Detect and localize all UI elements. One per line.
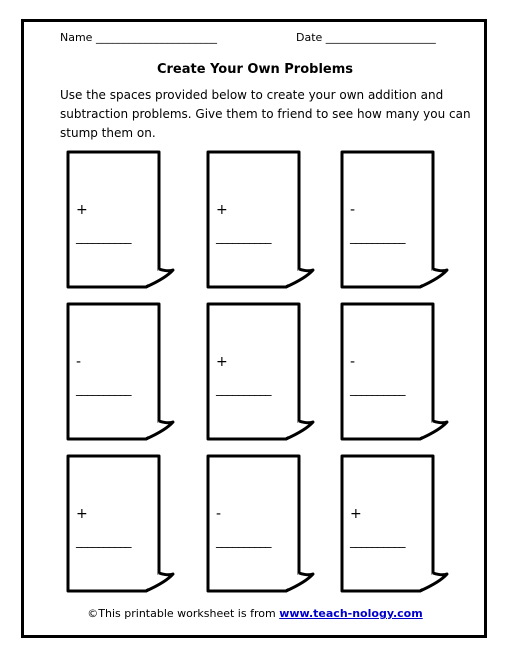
operator-sign: + (350, 506, 362, 522)
operator-sign: - (350, 354, 356, 370)
page-curl-card-icon (206, 302, 320, 442)
operator-sign: + (76, 202, 88, 218)
problem-card-9 (340, 454, 454, 594)
website-link[interactable]: www.teach-nology.com (279, 607, 423, 620)
page-curl-card-icon (340, 302, 454, 442)
footer-credit (0, 607, 510, 620)
problem-card-2 (206, 150, 320, 290)
answer-line: __________ (76, 534, 131, 548)
operator-sign: + (216, 202, 228, 218)
operator-sign: - (350, 202, 356, 218)
operator-sign: - (76, 354, 82, 370)
operator-sign: + (76, 506, 88, 522)
worksheet-title: Create Your Own Problems (156, 62, 353, 77)
problem-card-7 (66, 454, 180, 594)
operator-sign: + (216, 354, 228, 370)
problem-card-3 (340, 150, 454, 290)
page-curl-card-icon (206, 454, 320, 594)
problem-card-4 (66, 302, 180, 442)
instructions: Use the spaces provided below to create your own addition and subtraction problems. Give them to friend to see how many you can stump them on. (60, 88, 471, 140)
page-curl-card-icon (206, 150, 320, 290)
problem-card-8 (206, 454, 320, 594)
problem-card-6 (340, 302, 454, 442)
footer-credit-text: ©This printable worksheet is from (87, 607, 280, 620)
answer-line: __________ (350, 534, 405, 548)
problem-card-5 (206, 302, 320, 442)
answer-line: __________ (350, 230, 405, 244)
answer-line: __________ (216, 534, 271, 548)
date-field-label: Date ____________________ (296, 31, 436, 44)
operator-sign: - (216, 506, 222, 522)
page-curl-card-icon (340, 150, 454, 290)
answer-line: __________ (216, 230, 271, 244)
problem-card-1 (66, 150, 180, 290)
answer-line: __________ (76, 382, 131, 396)
name-field-label: Name ______________________ (60, 31, 217, 44)
page-curl-card-icon (66, 150, 180, 290)
page-curl-card-icon (66, 302, 180, 442)
answer-line: __________ (216, 382, 271, 396)
answer-line: __________ (76, 230, 131, 244)
page-curl-card-icon (340, 454, 454, 594)
page-curl-card-icon (66, 454, 180, 594)
answer-line: __________ (350, 382, 405, 396)
